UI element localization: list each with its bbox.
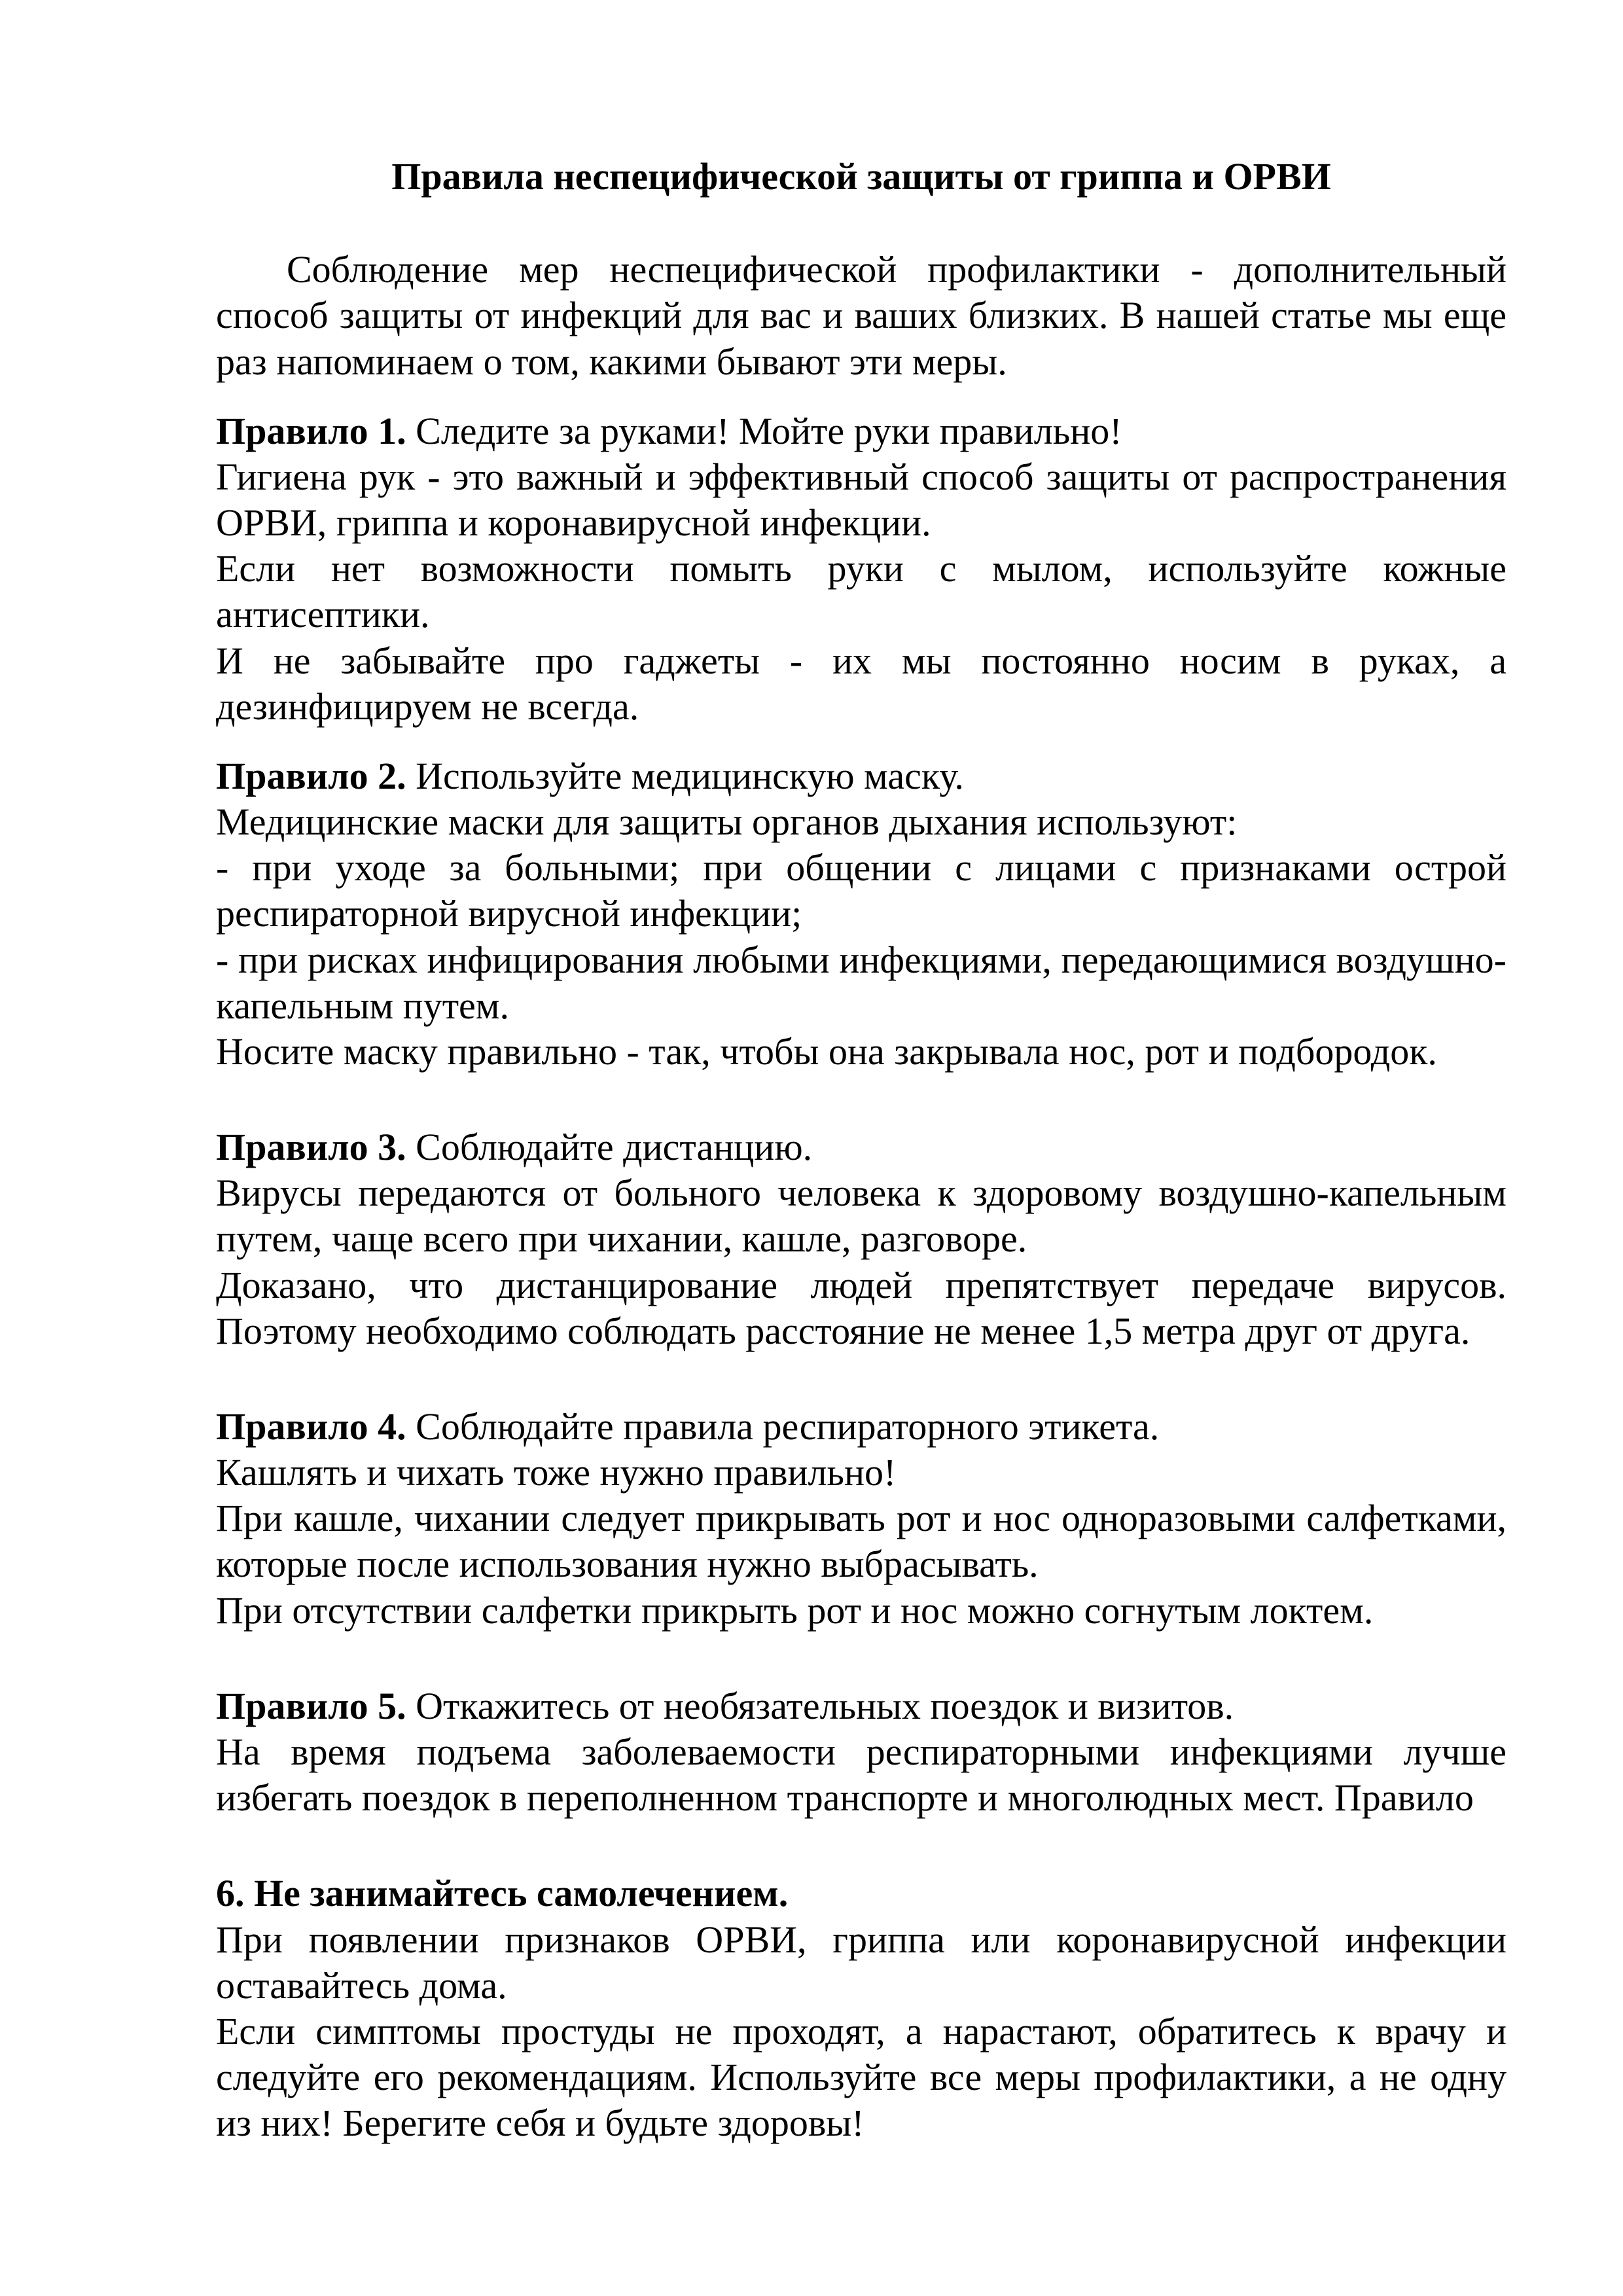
- rule-2-label: Правило 2.: [216, 754, 406, 797]
- section-rule-6: [216, 1871, 1507, 2146]
- rule-4-label: Правило 4.: [216, 1405, 406, 1448]
- rule-5-paragraph-1: На время подъема заболеваемости респираторными инфекциями лучше избегать поездок в переполненном транспорте и многолюдных мест. Правило: [216, 1730, 1507, 1820]
- rule-1-label: Правило 1.: [216, 409, 406, 452]
- rule-2-list-item-1: - при уходе за больными; при общении с лицами с признаками острой респираторной вирусной инфекции;: [216, 846, 1507, 935]
- section-rule-2: [216, 753, 1507, 1075]
- rule-2-heading: [216, 753, 1507, 799]
- section-rule-5: [216, 1683, 1507, 1821]
- rule-2-heading-text: Используйте медицинскую маску.: [406, 754, 964, 797]
- rule-4-paragraph-2: При кашле, чихании следует прикрывать рот и нос одноразовыми салфетками, которые после использования нужно выбрасывать.: [216, 1497, 1507, 1586]
- rule-6-label: 6. Не занимайтесь самолечением.: [216, 1872, 789, 1915]
- section-rule-1: [216, 408, 1507, 730]
- intro-paragraph: Соблюдение мер неспецифической профилактики - дополнительный способ защиты от инфекций для вас и ваших близких. В нашей статье мы еще раз напоминаем о том, какими бывают эти меры.: [216, 248, 1507, 383]
- rule-2-paragraph-1: Медицинские маски для защиты органов дыхания используют:: [216, 800, 1238, 844]
- rule-1-paragraph-1: Гигиена рук - это важный и эффективный способ защиты от распространения ОРВИ, гриппа и коронавирусной инфекции.: [216, 455, 1507, 545]
- rule-6-heading: [216, 1871, 1507, 1916]
- rule-3-paragraph-2: Доказано, что дистанцирование людей препятствует передаче вирусов. Поэтому необходимо соблюдать расстояние не менее 1,5 метра друг от друга.: [216, 1263, 1507, 1352]
- rule-2-paragraph-2: Носите маску правильно - так, чтобы она закрывала нос, рот и подбородок.: [216, 1030, 1437, 1073]
- rule-3-heading-text: Соблюдайте дистанцию.: [406, 1126, 813, 1169]
- rule-3-label: Правило 3.: [216, 1126, 406, 1169]
- rule-5-label: Правило 5.: [216, 1684, 406, 1727]
- rule-1-heading-text: Следите за руками! Мойте руки правильно!: [406, 409, 1122, 452]
- section-rule-4: [216, 1404, 1507, 1634]
- section-rule-3: [216, 1124, 1507, 1354]
- rule-4-paragraph-1: Кашлять и чихать тоже нужно правильно!: [216, 1451, 897, 1494]
- rule-6-paragraph-1: При появлении признаков ОРВИ, гриппа или коронавирусной инфекции оставайтесь дома.: [216, 1918, 1507, 2007]
- rule-1-heading: [216, 408, 1507, 454]
- document-title: Правила неспецифической защиты от гриппа и ОРВИ: [391, 155, 1331, 198]
- rule-3-paragraph-1: Вирусы передаются от больного человека к здоровому воздушно-капельным путем, чаще всего при чихании, кашле, разговоре.: [216, 1172, 1507, 1261]
- rule-3-heading: [216, 1124, 1507, 1170]
- rule-4-heading: [216, 1404, 1507, 1450]
- rule-1-paragraph-3: И не забывайте про гаджеты - их мы постоянно носим в руках, а дезинфицируем не всегда.: [216, 639, 1507, 728]
- rule-4-paragraph-3: При отсутствии салфетки прикрыть рот и нос можно согнутым локтем.: [216, 1588, 1374, 1632]
- rule-4-heading-text: Соблюдайте правила респираторного этикета.: [406, 1405, 1160, 1448]
- rule-1-paragraph-2: Если нет возможности помыть руки с мылом, используйте кожные антисептики.: [216, 547, 1507, 636]
- rule-5-heading: [216, 1683, 1507, 1729]
- rule-5-heading-text: Откажитесь от необязательных поездок и визитов.: [406, 1684, 1234, 1727]
- rule-2-list-item-2: - при рисках инфицирования любыми инфекциями, передающимися воздушно-капельным путем.: [216, 938, 1507, 1027]
- rule-6-paragraph-2: Если симптомы простуды не проходят, а нарастают, обратитесь к врачу и следуйте его рекомендациям. Используйте все меры профилактики, а не одну из них! Берегите себя и будьте здоровы!: [216, 2009, 1507, 2145]
